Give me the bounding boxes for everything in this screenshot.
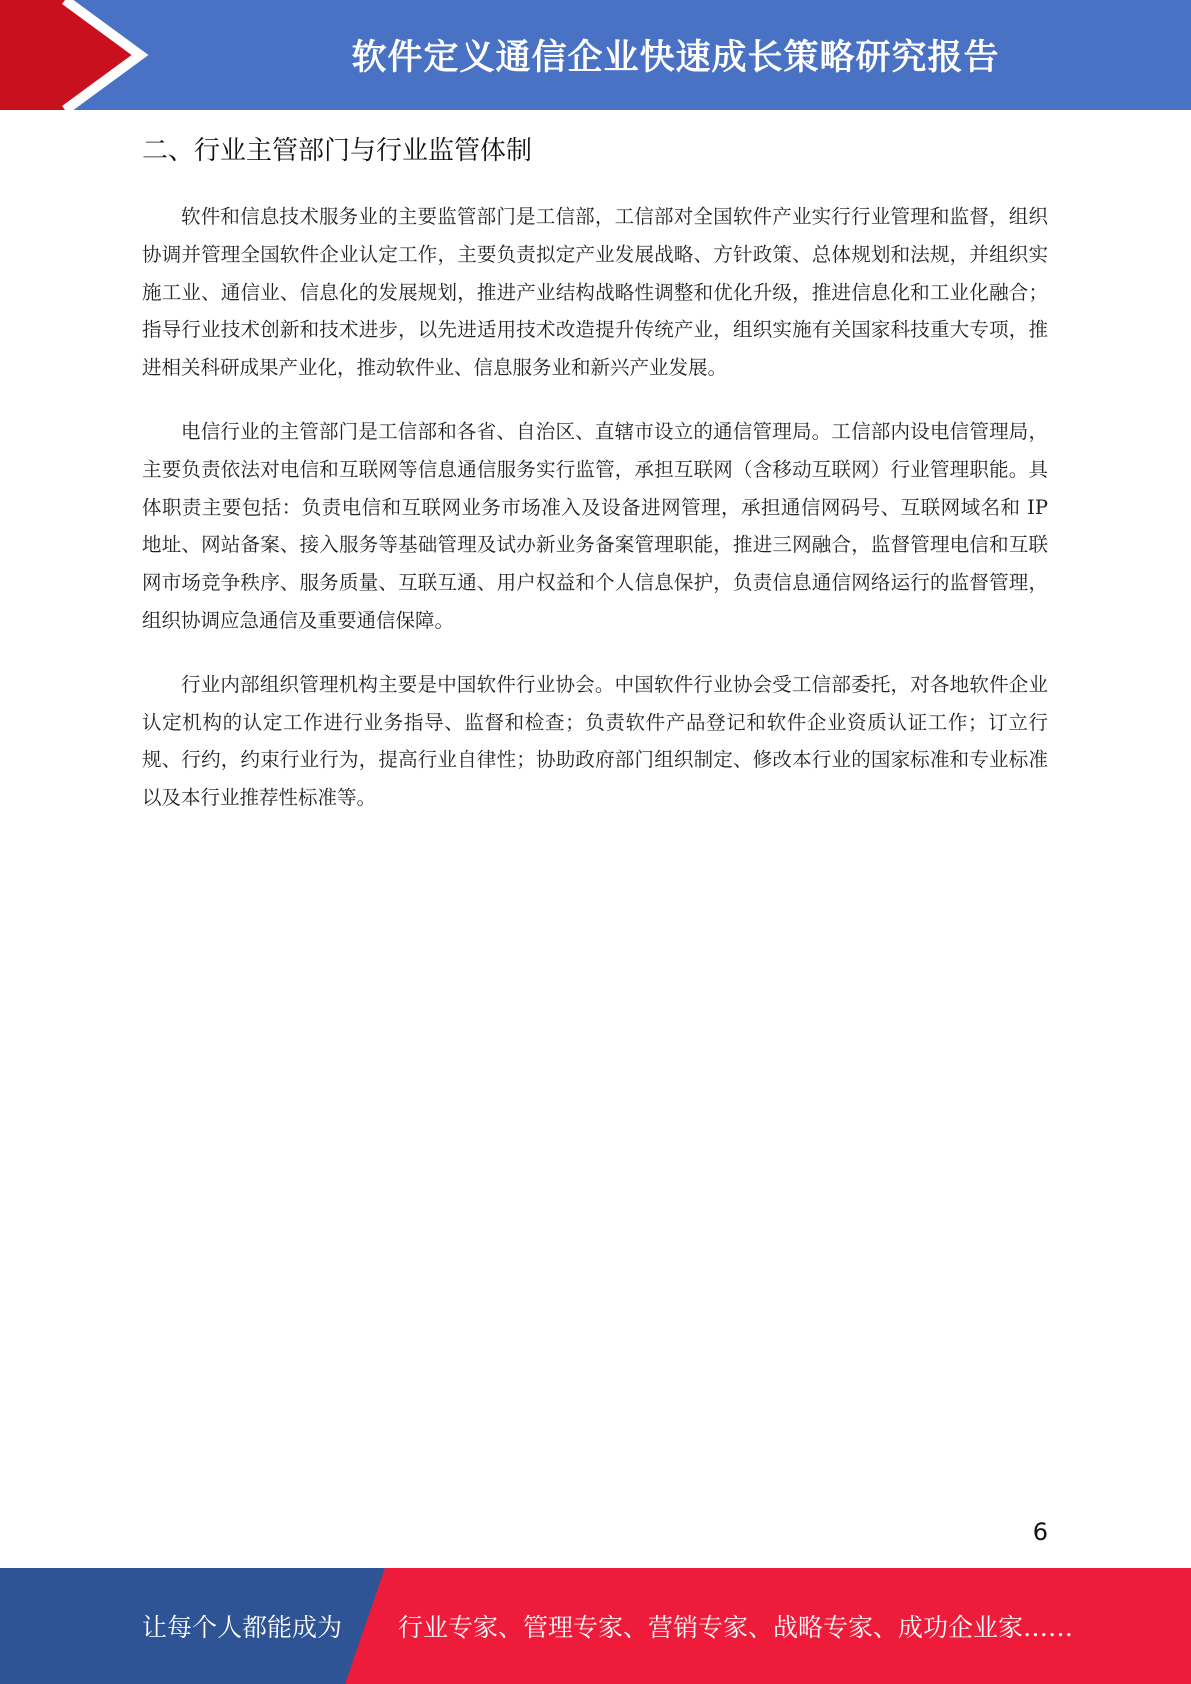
paragraph: 行业内部组织管理机构主要是中国软件行业协会。中国软件行业协会受工信部委托，对各地软件企业认定机构的认定工作进行业务指导、监督和检查；负责软件产品登记和软件企业资质认证工作；订立行规、行约，约束行业行为，提高行业自律性；协助政府部门组织制定、修改本行业的国家标准和专业标准以及本行业推荐性标准等。 [142,672,1048,810]
page-footer [0,1568,1191,1684]
footer-slogan-right: 行业专家、管理专家、营销专家、战略专家、成功企业家…… [398,1613,1074,1642]
paragraph: 电信行业的主管部门是工信部和各省、自治区、直辖市设立的通信管理局。工信部内设电信管理局，主要负责依法对电信和互联网等信息通信服务实行监管，承担互联网（含移动互联网）行业管理职能。具体职责主要包括：负责电信和互联网业务市场准入及设备进网管理，承担通信网码号、互联网域名和 IP 地址、网站备案、接入服务等基础管理及试办新业务备案管理职能，推进三网融合，监督管理电信和互联网市场竞争秩序、服务质量、互联互通、用户权益和个人信息保护，负责信息通信网络运行的监督管理，组织协调应急通信及重要通信保障。 [142,419,1048,632]
page-number: 6 [1032,1518,1048,1546]
page-header [0,0,1191,110]
header-chevron-red [0,0,140,110]
report-title: 软件定义通信企业快速成长策略研究报告 [351,38,1000,78]
header-chevron-icon [0,0,160,110]
paragraph: 软件和信息技术服务业的主要监管部门是工信部，工信部对全国软件产业实行行业管理和监督，组织协调并管理全国软件企业认定工作，主要负责拟定产业发展战略、方针政策、总体规划和法规，并组织实施工业、通信业、信息化的发展规划，推进产业结构战略性调整和优化升级，推进信息化和工业化融合；指导行业技术创新和技术进步，以先进适用技术改造提升传统产业，组织实施有关国家科技重大专项，推进相关科研成果产业化，推动软件业、信息服务业和新兴产业发展。 [142,205,1048,380]
footer-slogan-left: 让每个人都能成为 [142,1613,343,1642]
section-heading: 二、行业主管部门与行业监管体制 [142,136,533,166]
body-content [142,198,1048,843]
